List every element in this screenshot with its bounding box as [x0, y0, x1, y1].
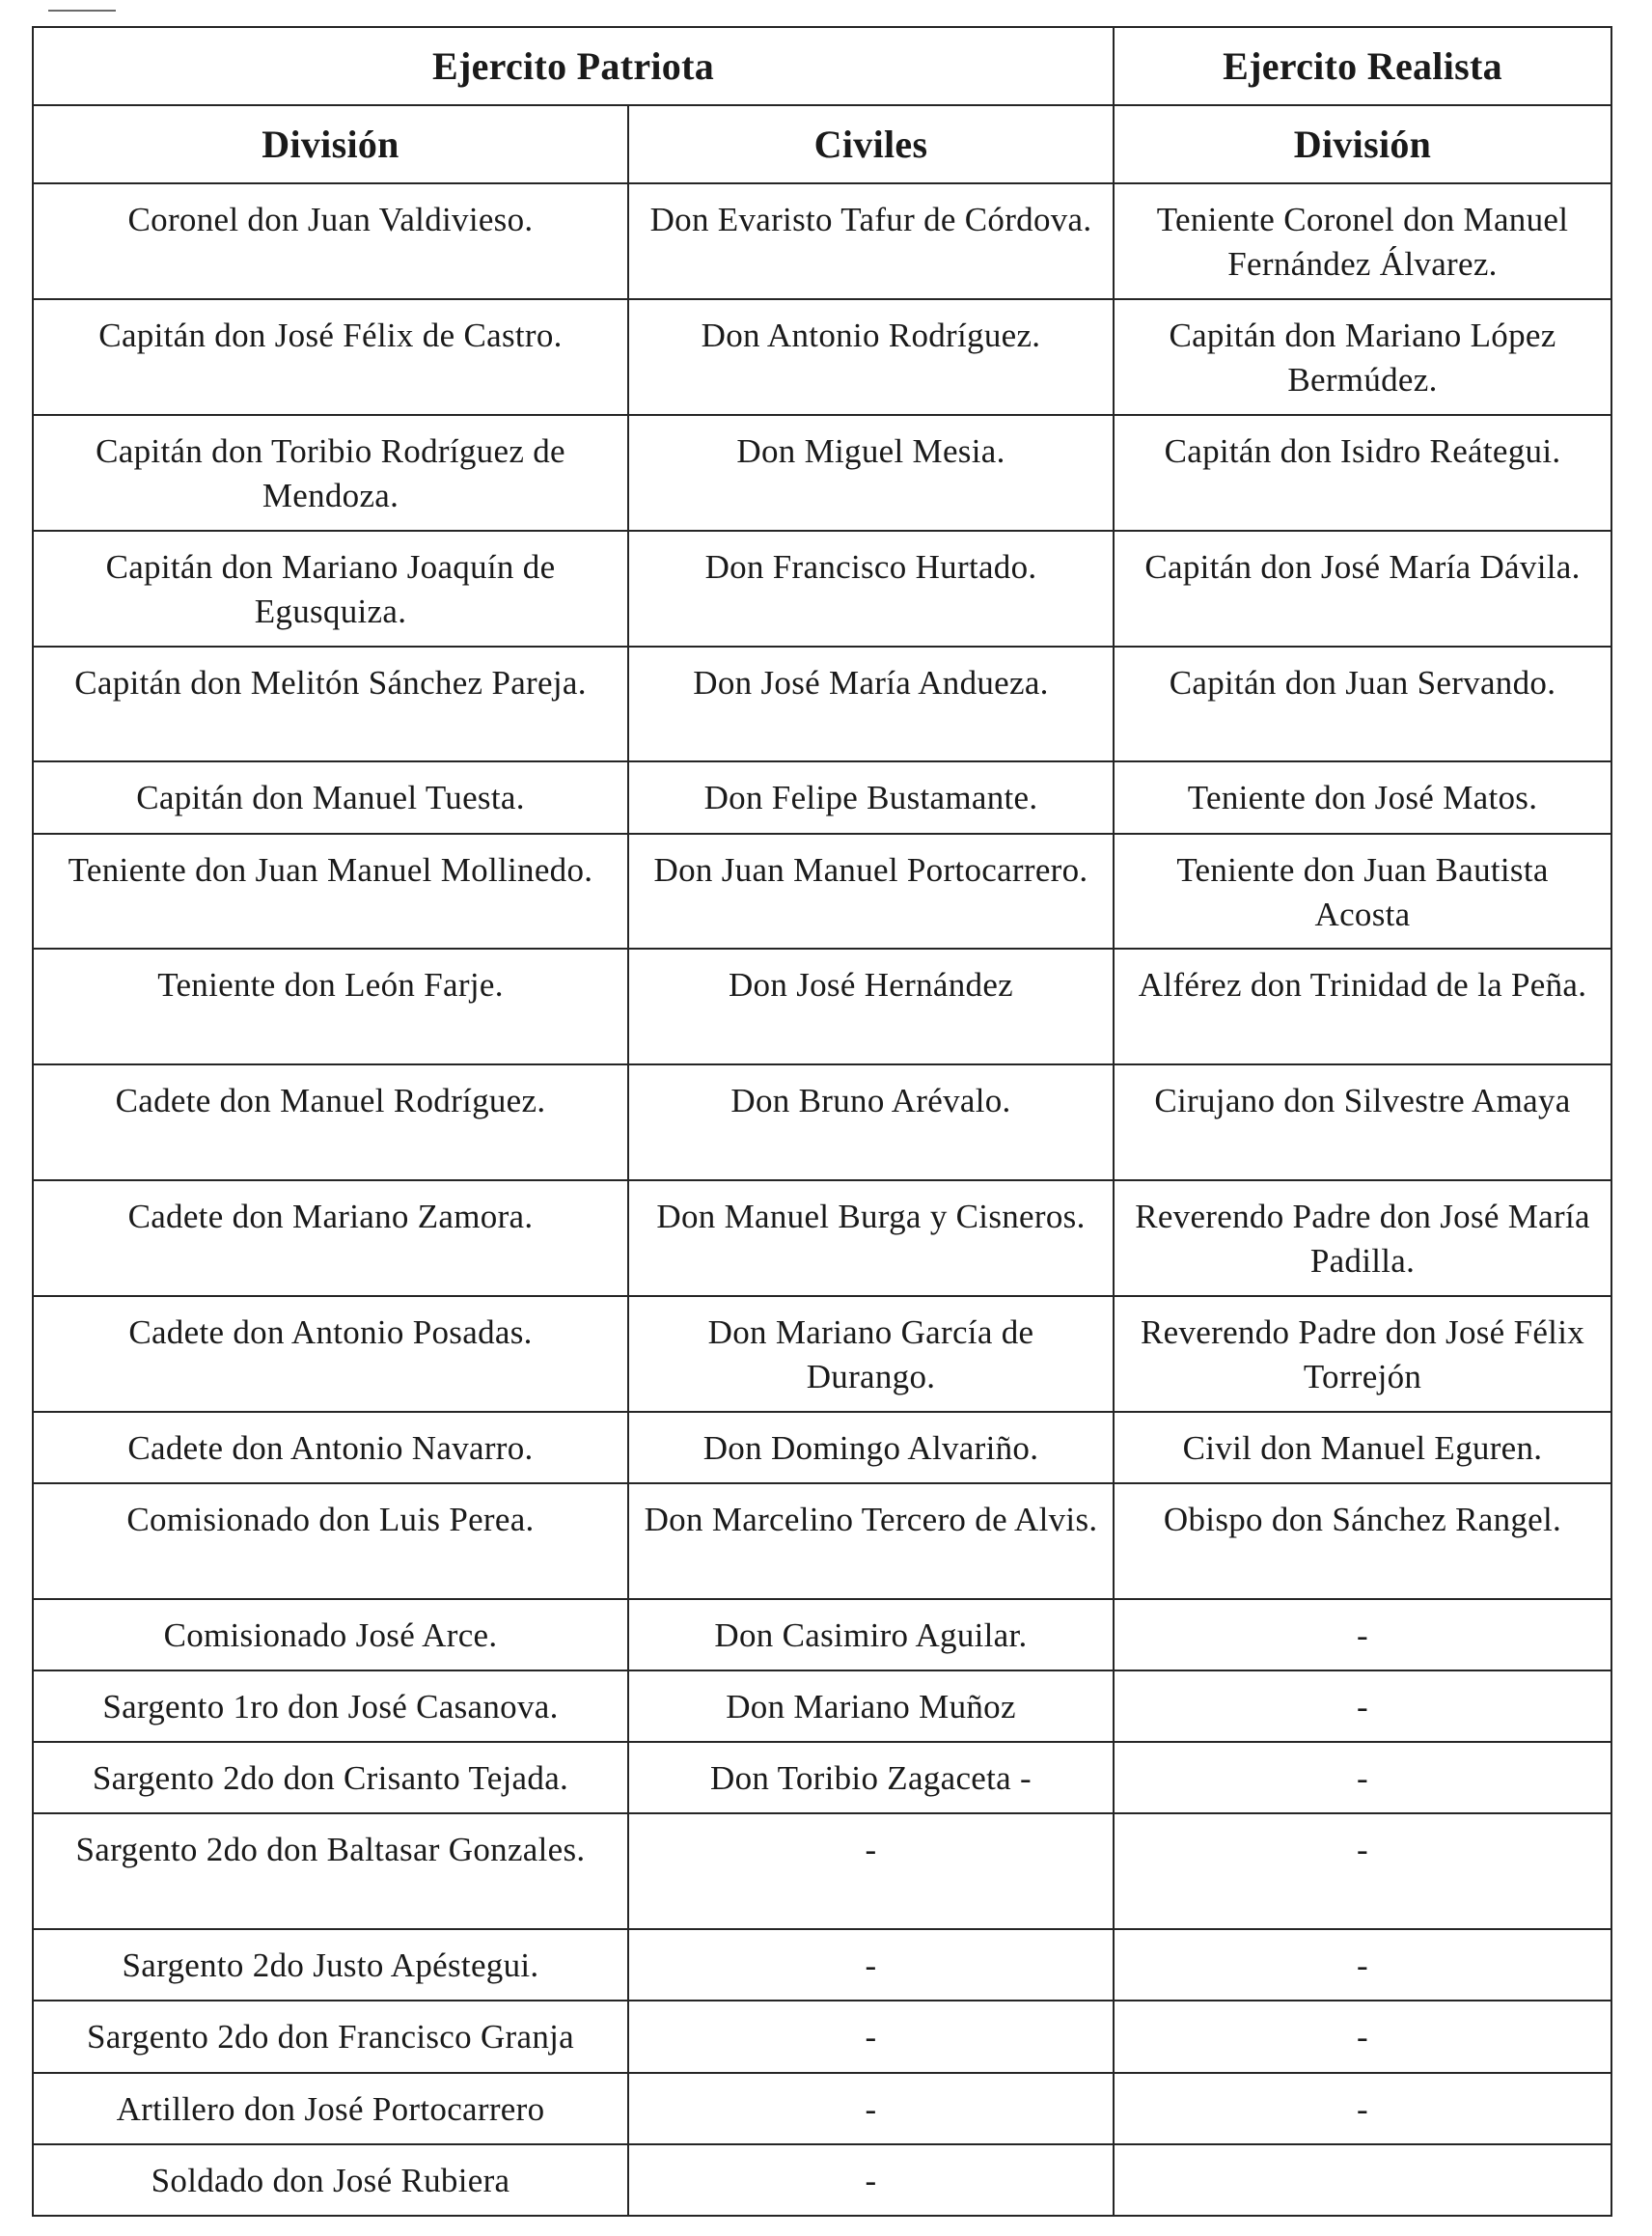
cell-division-realista: Teniente don José Matos.	[1114, 761, 1611, 833]
cell-civiles: Don Bruno Arévalo.	[628, 1064, 1114, 1180]
cell-civiles: -	[628, 2073, 1114, 2144]
table-row	[33, 1813, 1611, 1929]
cell-division-realista	[1114, 2144, 1611, 2216]
cell-civiles: Don Antonio Rodríguez.	[628, 299, 1114, 415]
cell-division-patriota: Comisionado don Luis Perea.	[33, 1483, 628, 1599]
cell-division-realista: Civil don Manuel Eguren.	[1114, 1412, 1611, 1483]
table-row	[33, 1929, 1611, 2001]
cell-civiles: Don Toribio Zagaceta -	[628, 1742, 1114, 1813]
table-row	[33, 834, 1611, 950]
cell-civiles: Don Evaristo Tafur de Córdova.	[628, 183, 1114, 299]
cell-civiles: Don José Hernández	[628, 949, 1114, 1064]
table-row	[33, 183, 1611, 299]
cell-civiles: Don Manuel Burga y Cisneros.	[628, 1180, 1114, 1296]
cell-division-realista: Cirujano don Silvestre Amaya	[1114, 1064, 1611, 1180]
table-row	[33, 2144, 1611, 2216]
cell-civiles: Don Francisco Hurtado.	[628, 531, 1114, 647]
table-row	[33, 2073, 1611, 2144]
header-division-realista: División	[1114, 105, 1611, 183]
cell-division-patriota: Comisionado José Arce.	[33, 1599, 628, 1670]
roster-table	[32, 26, 1612, 2217]
cell-division-patriota: Cadete don Mariano Zamora.	[33, 1180, 628, 1296]
cell-civiles: -	[628, 1929, 1114, 2001]
cell-division-realista: -	[1114, 1670, 1611, 1742]
table-row	[33, 1742, 1611, 1813]
cell-division-patriota: Capitán don Toribio Rodríguez de Mendoza.	[33, 415, 628, 531]
cell-civiles: Don Mariano García de Durango.	[628, 1296, 1114, 1412]
header-ejercito-patriota: Ejercito Patriota	[33, 27, 1114, 105]
cell-division-patriota: Capitán don José Félix de Castro.	[33, 299, 628, 415]
table-row	[33, 299, 1611, 415]
cell-civiles: Don Felipe Bustamante.	[628, 761, 1114, 833]
cell-civiles: Don Juan Manuel Portocarrero.	[628, 834, 1114, 950]
cell-division-patriota: Coronel don Juan Valdivieso.	[33, 183, 628, 299]
table-row	[33, 949, 1611, 1064]
scan-artifact-line	[48, 10, 116, 12]
header-ejercito-realista: Ejercito Realista	[1114, 27, 1611, 105]
cell-division-patriota: Cadete don Antonio Posadas.	[33, 1296, 628, 1412]
cell-civiles: Don Casimiro Aguilar.	[628, 1599, 1114, 1670]
cell-division-realista: -	[1114, 1599, 1611, 1670]
cell-division-realista: Reverendo Padre don José Félix Torrejón	[1114, 1296, 1611, 1412]
cell-division-realista: Capitán don Juan Servando.	[1114, 647, 1611, 762]
cell-division-realista: Reverendo Padre don José María Padilla.	[1114, 1180, 1611, 1296]
cell-division-patriota: Artillero don José Portocarrero	[33, 2073, 628, 2144]
cell-division-patriota: Cadete don Manuel Rodríguez.	[33, 1064, 628, 1180]
header-civiles: Civiles	[628, 105, 1114, 183]
table-row	[33, 531, 1611, 647]
header-division-patriota: División	[33, 105, 628, 183]
table-row	[33, 1599, 1611, 1670]
cell-civiles: -	[628, 2001, 1114, 2072]
cell-division-realista: -	[1114, 1742, 1611, 1813]
table-row	[33, 1064, 1611, 1180]
cell-civiles: -	[628, 1813, 1114, 1929]
army-header-row	[33, 27, 1611, 105]
cell-division-patriota: Teniente don Juan Manuel Mollinedo.	[33, 834, 628, 950]
cell-civiles: Don Marcelino Tercero de Alvis.	[628, 1483, 1114, 1599]
table-row	[33, 1296, 1611, 1412]
cell-division-realista: -	[1114, 1929, 1611, 2001]
cell-division-patriota: Sargento 1ro don José Casanova.	[33, 1670, 628, 1742]
cell-division-patriota: Capitán don Manuel Tuesta.	[33, 761, 628, 833]
table-row	[33, 647, 1611, 762]
cell-division-realista: Teniente Coronel don Manuel Fernández Álvarez.	[1114, 183, 1611, 299]
cell-civiles: Don Domingo Alvariño.	[628, 1412, 1114, 1483]
cell-civiles: -	[628, 2144, 1114, 2216]
cell-division-realista: Capitán don José María Dávila.	[1114, 531, 1611, 647]
table-row	[33, 2001, 1611, 2072]
table-row	[33, 415, 1611, 531]
table-row	[33, 1670, 1611, 1742]
cell-division-patriota: Capitán don Melitón Sánchez Pareja.	[33, 647, 628, 762]
cell-division-realista: Capitán don Isidro Reátegui.	[1114, 415, 1611, 531]
cell-division-patriota: Sargento 2do don Crisanto Tejada.	[33, 1742, 628, 1813]
cell-division-realista: -	[1114, 1813, 1611, 1929]
cell-division-patriota: Soldado don José Rubiera	[33, 2144, 628, 2216]
table-row	[33, 1180, 1611, 1296]
cell-division-realista: Obispo don Sánchez Rangel.	[1114, 1483, 1611, 1599]
cell-division-realista: Teniente don Juan Bautista Acosta	[1114, 834, 1611, 950]
cell-division-realista: Alférez don Trinidad de la Peña.	[1114, 949, 1611, 1064]
cell-division-realista: Capitán don Mariano López Bermúdez.	[1114, 299, 1611, 415]
table-row	[33, 1483, 1611, 1599]
cell-division-realista: -	[1114, 2001, 1611, 2072]
cell-division-patriota: Teniente don León Farje.	[33, 949, 628, 1064]
column-header-row	[33, 105, 1611, 183]
cell-civiles: Don José María Andueza.	[628, 647, 1114, 762]
cell-civiles: Don Miguel Mesia.	[628, 415, 1114, 531]
cell-civiles: Don Mariano Muñoz	[628, 1670, 1114, 1742]
table-row	[33, 761, 1611, 833]
table-row	[33, 1412, 1611, 1483]
cell-division-patriota: Cadete don Antonio Navarro.	[33, 1412, 628, 1483]
cell-division-patriota: Sargento 2do don Francisco Granja	[33, 2001, 628, 2072]
cell-division-patriota: Sargento 2do Justo Apéstegui.	[33, 1929, 628, 2001]
cell-division-patriota: Sargento 2do don Baltasar Gonzales.	[33, 1813, 628, 1929]
cell-division-realista: -	[1114, 2073, 1611, 2144]
cell-division-patriota: Capitán don Mariano Joaquín de Egusquiza.	[33, 531, 628, 647]
